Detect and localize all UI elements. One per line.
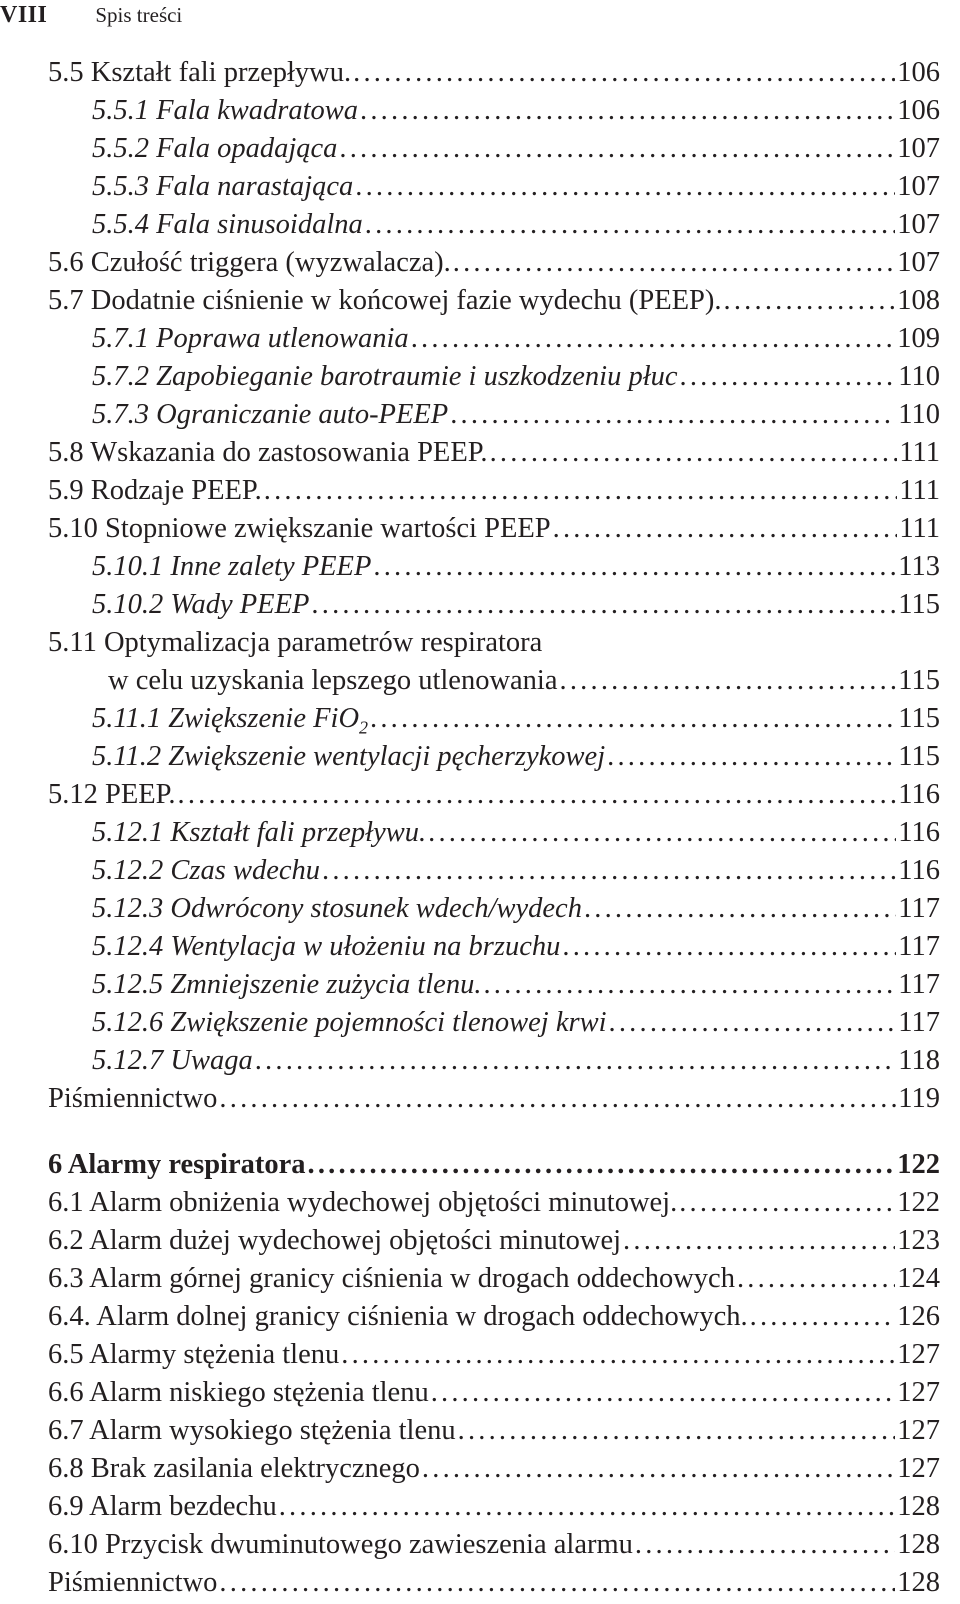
toc-entry-title: [92, 928, 560, 966]
toc-entry-title: [48, 1412, 456, 1450]
toc-entry-title: [92, 852, 320, 890]
toc-entry[interactable]: [48, 1488, 940, 1526]
toc-entry[interactable]: [48, 1222, 940, 1260]
dot-leader: [582, 890, 896, 928]
dot-leader: [426, 814, 896, 852]
dot-leader: [678, 358, 897, 396]
toc-entry-title: [48, 282, 722, 320]
toc-entry-title-text: 6.3 Alarm górnej granicy ciśnienia w drogach oddechowych: [48, 1263, 735, 1294]
toc-entry-title: [48, 1488, 277, 1526]
toc-entry-subscript: 2: [359, 717, 369, 738]
toc-entry[interactable]: [48, 1564, 940, 1602]
toc-entry-title-text: 5.9 Rodzaje PEEP.: [48, 475, 262, 506]
toc-entry-title-text: 5.7 Dodatnie ciśnienie w końcowej fazie wydechu (PEEP).: [48, 285, 722, 316]
toc-entry-title-text: 6 Alarmy respiratora: [48, 1149, 306, 1180]
toc-entry[interactable]: [48, 472, 940, 510]
dot-leader: [262, 472, 898, 510]
toc-entry-page: 116: [898, 855, 940, 886]
toc-entry-title: [92, 206, 363, 244]
toc-entry-title: [48, 244, 451, 282]
toc-entry-page: 127: [897, 1377, 940, 1408]
toc-entry-page: 128: [897, 1491, 940, 1522]
toc-entry-title: [92, 966, 481, 1004]
toc-entry-page: 107: [897, 171, 940, 202]
dot-leader: [409, 320, 896, 358]
toc-entry-page: 111: [899, 475, 940, 506]
dot-leader: [456, 1412, 896, 1450]
dot-leader: [429, 1374, 896, 1412]
dot-leader: [451, 244, 895, 282]
toc-entry-page: 128: [897, 1567, 940, 1598]
toc-entry[interactable]: [48, 890, 940, 928]
toc-entry-page: 127: [897, 1415, 940, 1446]
toc-entry-title: [48, 776, 176, 814]
toc-entry-page: 107: [897, 209, 940, 240]
dot-leader: [320, 852, 896, 890]
toc-entry-title-text: Piśmiennictwo: [48, 1083, 218, 1114]
toc-entry-page: 122: [897, 1149, 940, 1180]
toc-entry-title-text: 5.5.2 Fala opadająca: [92, 133, 338, 164]
toc-entry[interactable]: [48, 1336, 940, 1374]
dot-leader: [748, 1298, 896, 1336]
toc-entry[interactable]: [48, 586, 940, 624]
toc-entry[interactable]: [48, 434, 940, 472]
toc-entry[interactable]: [48, 130, 940, 168]
dot-leader: [677, 1184, 895, 1222]
toc-entry[interactable]: [48, 1080, 940, 1118]
toc-entry-title-text: 6.2 Alarm dużej wydechowej objętości minutowej: [48, 1225, 622, 1256]
toc-entry-page: 107: [897, 247, 940, 278]
dot-leader: [368, 700, 896, 738]
dot-leader: [735, 1260, 895, 1298]
toc-entry-page: 107: [897, 133, 940, 164]
dot-leader: [353, 168, 895, 206]
toc-entry-page: 106: [897, 57, 940, 88]
toc-entry-title: [48, 1184, 677, 1222]
toc-entry-title-text: 5.5.4 Fala sinusoidalna: [92, 209, 363, 240]
toc-entry[interactable]: [48, 1412, 940, 1450]
toc-entry-page: 124: [897, 1263, 940, 1294]
toc-entry-title: [48, 434, 488, 472]
toc-entry-page: 115: [898, 703, 940, 734]
toc-entry-title-text: 6.1 Alarm obniżenia wydechowej objętości minutowej.: [48, 1187, 678, 1218]
toc-entry-page: 115: [898, 665, 940, 696]
toc-entry[interactable]: [48, 966, 940, 1004]
toc-entry-page: 116: [898, 817, 940, 848]
toc-entry-page: 126: [897, 1301, 940, 1332]
toc-entry-title: [48, 472, 262, 510]
toc-entry[interactable]: [48, 396, 940, 434]
running-title: Spis treści: [95, 3, 183, 27]
dot-leader: [488, 434, 898, 472]
toc-entry-page: 110: [898, 399, 940, 430]
toc-entry-title: [48, 1526, 633, 1564]
toc-entry-page: 122: [897, 1187, 940, 1218]
toc-entry-title: [48, 1374, 429, 1412]
dot-leader: [363, 206, 895, 244]
toc-entry[interactable]: [48, 1184, 940, 1222]
toc-entry-title-text: 5.5 Kształt fali przepływu.: [48, 57, 352, 88]
toc-entry-title-text: 6.10 Przycisk dwuminutowego zawieszenia alarmu: [48, 1529, 633, 1560]
toc-entry-page: 127: [897, 1339, 940, 1370]
toc-entry-page: 118: [898, 1045, 940, 1076]
toc-entry[interactable]: [48, 814, 940, 852]
page-number: VIII: [0, 2, 48, 28]
dot-leader: [358, 92, 895, 130]
toc-entry-page: 123: [897, 1225, 940, 1256]
toc-entry[interactable]: [48, 738, 940, 776]
dot-leader: [176, 776, 897, 814]
toc-entry-title-text: 5.7.3 Ograniczanie auto-PEEP: [92, 399, 449, 430]
toc-entry-title: [92, 738, 605, 776]
dot-leader: [621, 1222, 895, 1260]
toc-entry-title: [92, 358, 678, 396]
dot-leader: [607, 1004, 897, 1042]
toc-entry-title: [92, 1004, 607, 1042]
toc-entry-title-text: 5.12.2 Czas wdechu: [92, 855, 320, 886]
dot-leader: [309, 586, 896, 624]
toc-entry-title: [92, 320, 409, 358]
toc-entry-title-text: 5.5.3 Fala narastająca: [92, 171, 354, 202]
toc-entry-page: 128: [897, 1529, 940, 1560]
dot-leader: [448, 396, 896, 434]
dot-leader: [420, 1450, 895, 1488]
toc-entry-page: 116: [898, 779, 940, 810]
toc-entry[interactable]: [48, 92, 940, 130]
toc-entry-title-text: 5.10 Stopniowe zwiększanie wartości PEEP: [48, 513, 551, 544]
dot-leader: [560, 928, 896, 966]
dot-leader: [306, 1146, 896, 1184]
dot-leader: [551, 510, 898, 548]
toc-entry-title: [48, 54, 351, 92]
toc-entry-title: [92, 700, 368, 738]
toc-entry-page: 110: [898, 361, 940, 392]
toc-entry-page: 111: [899, 513, 940, 544]
running-head: [0, 0, 182, 30]
toc-entry-page: 111: [899, 437, 940, 468]
toc-entry[interactable]: [48, 1042, 940, 1080]
toc-entry-title-text: 5.7.2 Zapobieganie barotraumie i uszkodzeniu płuc: [92, 361, 678, 392]
toc-entry[interactable]: [48, 1298, 940, 1336]
toc-entry[interactable]: [48, 1260, 940, 1298]
toc-entry-page: 115: [898, 589, 940, 620]
toc-entry-title: w celu uzyskania lepszego utlenowania: [108, 665, 558, 696]
toc-entry[interactable]: [48, 928, 940, 966]
toc-entry-title-text: 6.4. Alarm dolnej granicy ciśnienia w drogach oddechowych.: [48, 1301, 748, 1332]
toc-entry-page: 115: [898, 741, 940, 772]
toc-entry-title-text: 5.12.3 Odwrócony stosunek wdech/wydech: [92, 893, 582, 924]
toc-entry-title: [48, 1222, 621, 1260]
toc-entry-title-text: 5.10.2 Wady PEEP: [92, 589, 310, 620]
toc-entry[interactable]: [48, 1526, 940, 1564]
toc-entry-title-text: 5.12.4 Wentylacja w ułożeniu na brzuchu: [92, 931, 561, 962]
toc-entry[interactable]: [48, 548, 940, 586]
toc-entry-title: [48, 1260, 735, 1298]
toc-entry-title: [92, 586, 309, 624]
toc-entry-title: [92, 548, 371, 586]
toc-entry-title-text: 5.12.6 Zwiększenie pojemności tlenowej krwi: [92, 1007, 607, 1038]
dot-leader: [217, 1080, 896, 1118]
toc-entry-title-text: 5.11.2 Zwiększenie wentylacji pęcherzykowej: [92, 741, 606, 772]
toc-entry-title-text: 6.9 Alarm bezdechu: [48, 1491, 277, 1522]
toc-entry-title: [92, 396, 448, 434]
toc-entry-title: [92, 890, 582, 928]
toc-entry-page: 127: [897, 1453, 940, 1484]
toc-entry-title-text: 5.11.1 Zwiększenie FiO: [92, 703, 360, 734]
toc-entry-title: [92, 92, 358, 130]
toc-entry-title: [48, 1146, 306, 1184]
toc-entry-page: 109: [897, 323, 940, 354]
toc-entry-title: [92, 130, 337, 168]
toc-entry[interactable]: [48, 54, 940, 92]
dot-leader: [633, 1526, 895, 1564]
toc-entry[interactable]: [48, 776, 940, 814]
toc-entry[interactable]: [48, 510, 940, 548]
dot-leader: [277, 1488, 896, 1526]
toc-entry-title: [48, 1298, 748, 1336]
toc-entry[interactable]: [48, 282, 940, 320]
toc-entry-title-text: 5.12.1 Kształt fali przepływu.: [92, 817, 427, 848]
toc-entry-title-text: 5.12.5 Zmniejszenie zużycia tlenu.: [92, 969, 482, 1000]
toc-entry-page: 113: [898, 551, 940, 582]
toc-entry-title-text: 5.12.7 Uwaga: [92, 1045, 253, 1076]
dot-leader: [605, 738, 896, 776]
dot-leader: [217, 1564, 895, 1602]
toc-entry[interactable]: [48, 700, 940, 738]
toc-entry-page: 117: [898, 931, 940, 962]
toc-entry-title: [48, 1450, 420, 1488]
toc-entry-title-text: 6.7 Alarm wysokiego stężenia tlenu: [48, 1415, 456, 1446]
toc-entry[interactable]: [48, 358, 940, 396]
toc-entry-title-text: 5.6 Czułość triggera (wyzwalacza).: [48, 247, 451, 278]
toc-entry-title: [48, 1080, 217, 1118]
toc-entry-title-text: 6.6 Alarm niskiego stężenia tlenu: [48, 1377, 429, 1408]
toc-entry[interactable]: [48, 1374, 940, 1412]
toc-entry[interactable]: [48, 1450, 940, 1488]
toc-entry-page: 108: [897, 285, 940, 316]
toc-entry[interactable]: [48, 662, 940, 700]
toc-entry-title-text: Piśmiennictwo: [48, 1567, 218, 1598]
toc-entry-title-text: 5.12 PEEP.: [48, 779, 176, 810]
toc-entry-page: 119: [898, 1083, 940, 1114]
toc-entry-title: [48, 1564, 217, 1602]
dot-leader: [558, 662, 897, 700]
toc-chapter[interactable]: [48, 1146, 940, 1184]
toc-entry-page: 117: [898, 969, 940, 1000]
toc-entry-title-text: 5.5.1 Fala kwadratowa: [92, 95, 359, 126]
dot-leader: [371, 548, 896, 586]
toc-entry-title: [92, 168, 353, 206]
toc-entry-title: [92, 814, 426, 852]
dot-leader: [339, 1336, 895, 1374]
dot-leader: [351, 54, 895, 92]
toc-entry[interactable]: [48, 1004, 940, 1042]
toc-entry-title: [92, 1042, 253, 1080]
toc-entry[interactable]: [48, 244, 940, 282]
toc-entry-title-text: 5.7.1 Poprawa utlenowania: [92, 323, 409, 354]
toc-entry-title: [48, 1336, 339, 1374]
toc-entry[interactable]: [48, 168, 940, 206]
toc-entry-page: 117: [898, 1007, 940, 1038]
toc-entry[interactable]: [48, 206, 940, 244]
toc-entry-title-text: 5.8 Wskazania do zastosowania PEEP.: [48, 437, 488, 468]
toc-entry[interactable]: [48, 852, 940, 890]
toc-entry-page: 106: [897, 95, 940, 126]
toc-entry-title-text: 6.5 Alarmy stężenia tlenu: [48, 1339, 340, 1370]
toc-entry-title-text: 6.8 Brak zasilania elektrycznego: [48, 1453, 420, 1484]
toc-entry-title-text: 5.10.1 Inne zalety PEEP: [92, 551, 372, 582]
dot-leader: [253, 1042, 897, 1080]
table-of-contents: [48, 54, 940, 1602]
toc-entry[interactable]: [48, 320, 940, 358]
toc-entry-title: 5.11 Optymalizacja parametrów respiratora: [48, 627, 543, 658]
dot-leader: [722, 282, 896, 320]
toc-entry-page: 117: [898, 893, 940, 924]
dot-leader: [481, 966, 896, 1004]
dot-leader: [337, 130, 895, 168]
toc-entry-title: [48, 510, 551, 548]
